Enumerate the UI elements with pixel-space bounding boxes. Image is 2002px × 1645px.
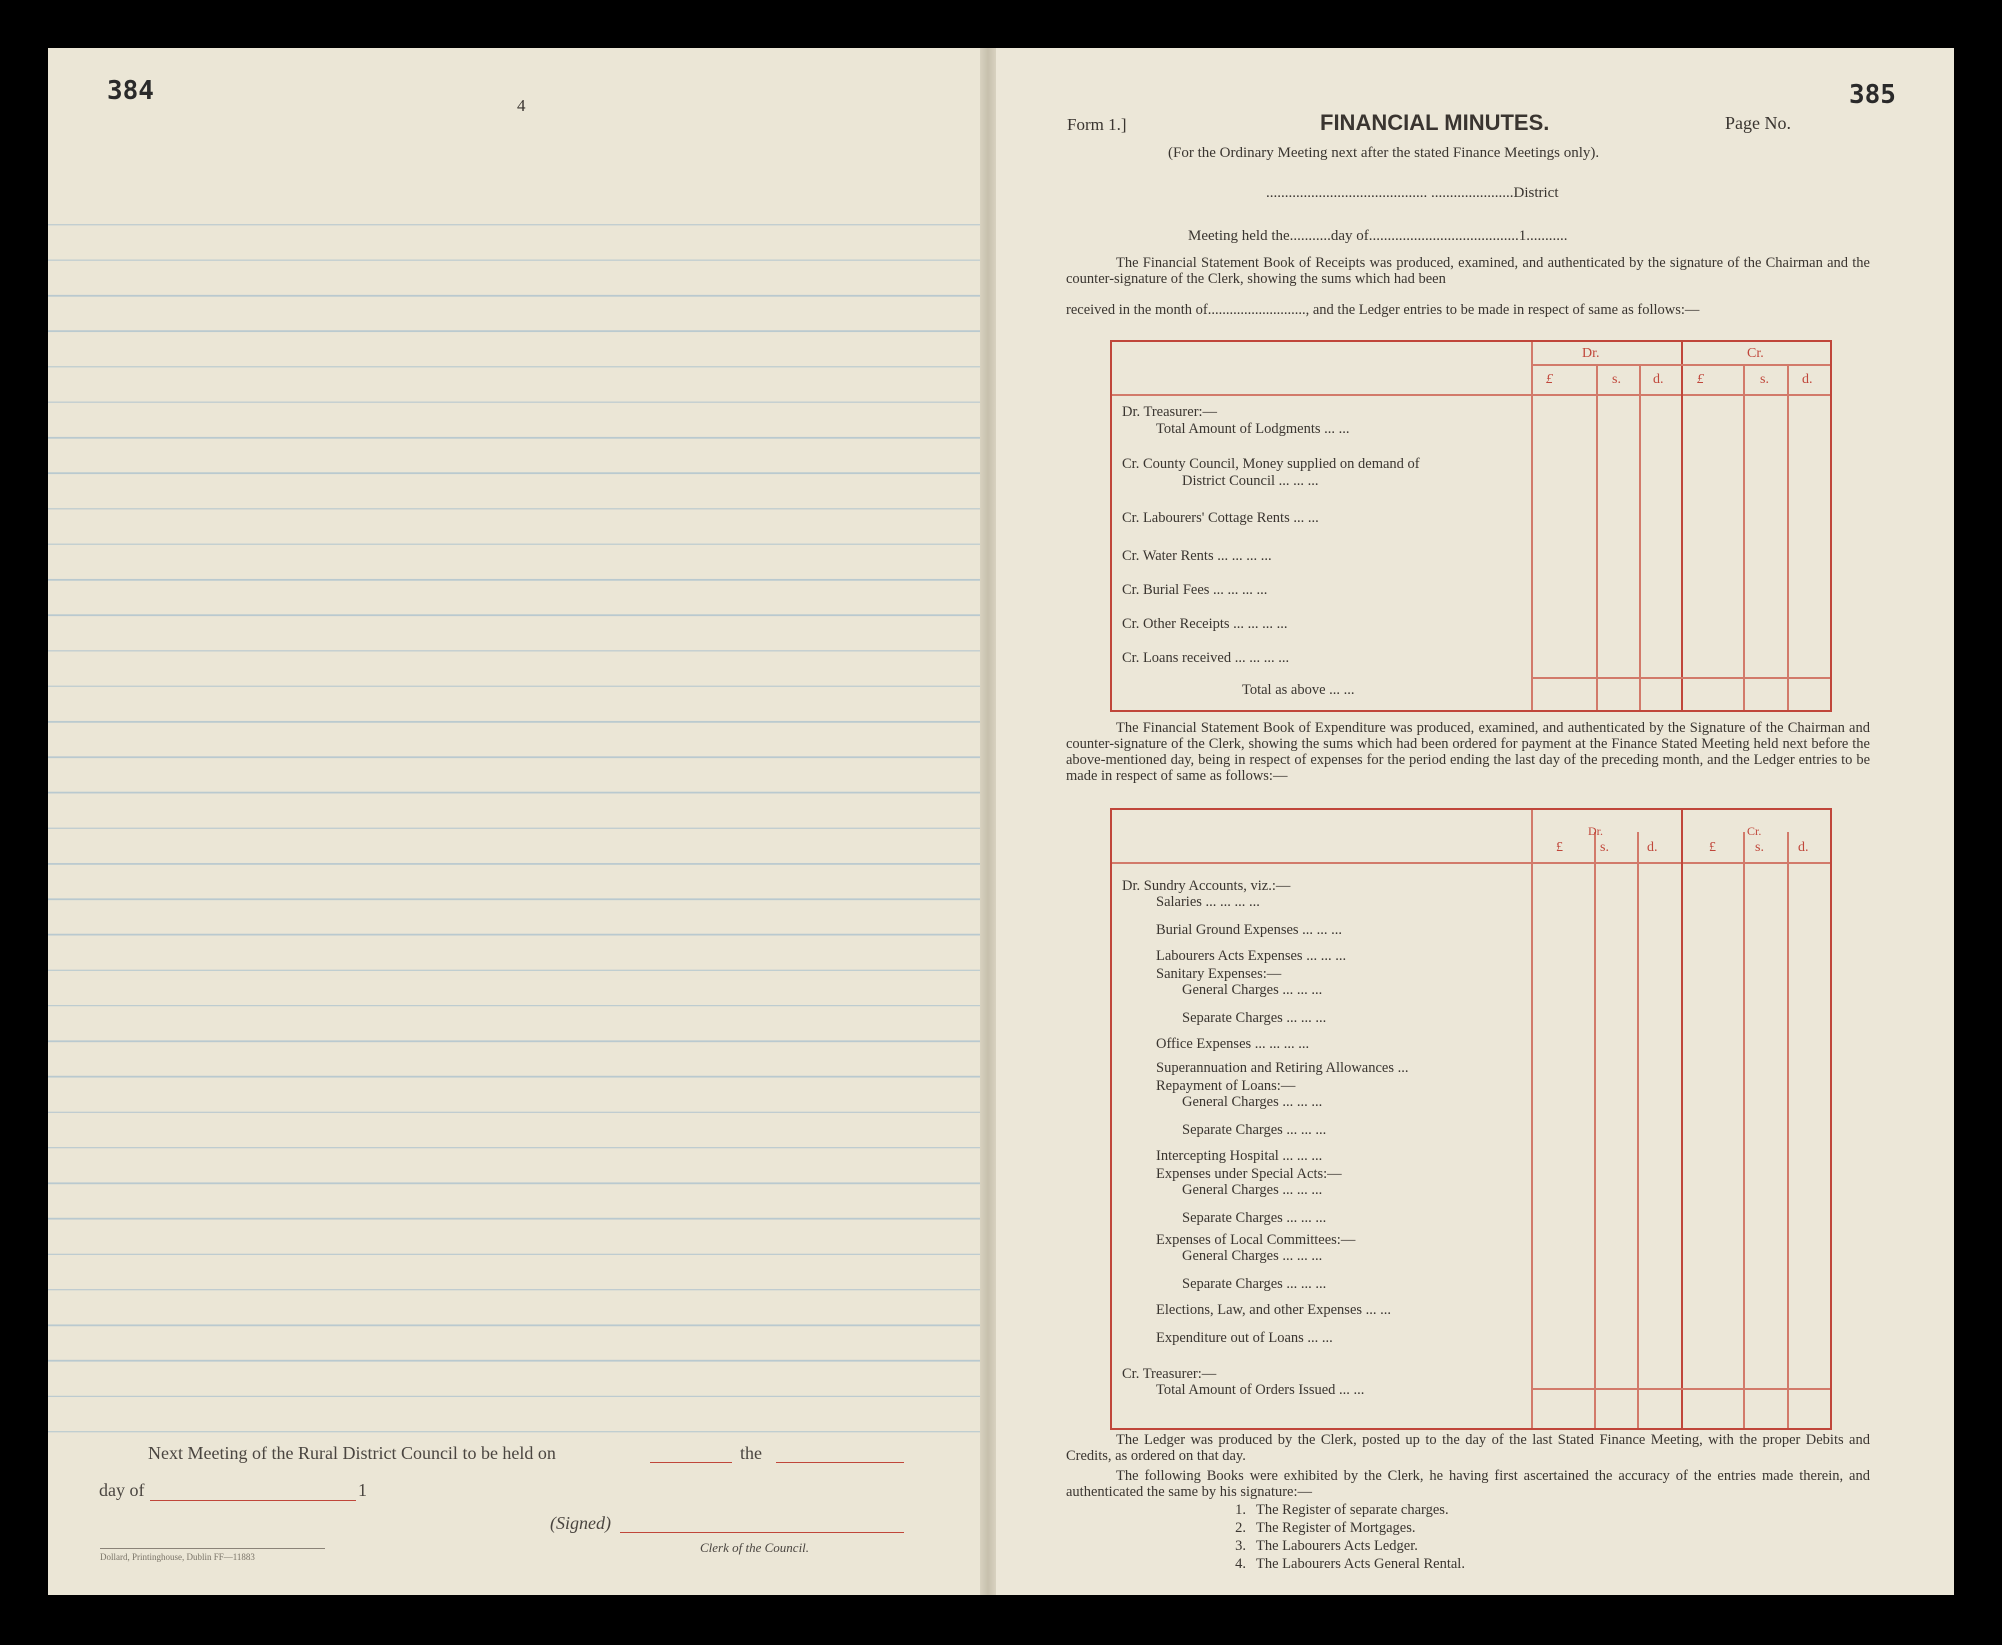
receipts-dr-pound: £ (1546, 372, 1553, 387)
left-page-number: 384 (107, 76, 154, 106)
form-label: Form 1.] (1067, 115, 1127, 134)
expenditure-row: Expenses under Special Acts:— (1156, 1166, 1342, 1182)
books-list-item: 1. The Register of separate charges. (1235, 1502, 1449, 1518)
expenditure-row: Cr. Treasurer:— (1122, 1366, 1217, 1382)
books-list-item: 2. The Register of Mortgages. (1235, 1520, 1416, 1536)
books-paragraph: The following Books were exhibited by the Clerk, he having first ascertained the accuracy of the entries made therein, and authenticated the same by his signature:— (1066, 1468, 1870, 1500)
receipts-row: Cr. County Council, Money supplied on demand of District Council ... ... ... (1122, 456, 1420, 489)
receipts-row: Cr. Water Rents ... ... ... ... (1122, 548, 1272, 564)
receipts-cr-pound: £ (1697, 372, 1704, 387)
expenditure-row: Sanitary Expenses:— (1156, 966, 1282, 982)
printer-imprint: Dollard, Printinghouse, Dublin FF—11883 (100, 1552, 255, 1562)
signature-line (620, 1532, 904, 1533)
day-of-line (150, 1500, 356, 1501)
books-list-item: 3. The Labourers Acts Ledger. (1235, 1538, 1418, 1554)
books-list (1218, 1501, 1465, 1573)
receipts-paragraph-1: The Financial Statement Book of Receipts was produced, examined, and authenticated by the signature of the Chairman and the counter-signature of the Clerk, showing the sums which had been (1066, 255, 1870, 287)
receipts-row: Dr. Treasurer:— Total Amount of Lodgments ... ... (1122, 404, 1350, 437)
receipts-dr-shilling: s. (1612, 372, 1621, 387)
receipts-cr-header: Cr. (1747, 346, 1764, 361)
expenditure-table (1110, 808, 1832, 1430)
expenditure-row: Repayment of Loans:— (1156, 1078, 1296, 1094)
expenditure-row: General Charges ... ... ... (1182, 982, 1323, 998)
expenditure-row: Office Expenses ... ... ... ... (1156, 1036, 1310, 1052)
receipts-dr-pence: d. (1653, 372, 1664, 387)
signed-label: (Signed) (550, 1513, 611, 1533)
expenditure-row: Dr. Sundry Accounts, viz.:— (1122, 878, 1291, 894)
expenditure-row: Separate Charges ... ... ... (1182, 1276, 1327, 1292)
book-gutter (980, 48, 996, 1595)
receipts-row: Cr. Loans received ... ... ... ... (1122, 650, 1290, 666)
expenditure-row: Separate Charges ... ... ... (1182, 1122, 1327, 1138)
meeting-date-line (650, 1462, 732, 1463)
expenditure-row: Elections, Law, and other Expenses ... ... (1156, 1302, 1392, 1318)
expenditure-row: Labourers Acts Expenses ... ... ... (1156, 948, 1347, 964)
expenditure-row: Burial Ground Expenses ... ... ... (1156, 922, 1343, 938)
expenditure-dr-pence: d. (1647, 840, 1658, 855)
expenditure-row: Superannuation and Retiring Allowances ... (1156, 1060, 1409, 1076)
subtitle: (For the Ordinary Meeting next after the stated Finance Meetings only). (1168, 145, 1600, 161)
receipts-cr-pence: d. (1802, 372, 1813, 387)
receipts-cr-shilling: s. (1760, 372, 1769, 387)
expenditure-row: Intercepting Hospital ... ... ... (1156, 1148, 1323, 1164)
receipts-paragraph-2: received in the month of..........................., and the Ledger entries to be made in respect of same as follows:— (1066, 302, 1700, 318)
expenditure-row: Expenses of Local Committees:— (1156, 1232, 1356, 1248)
expenditure-dr-shilling: s. (1600, 840, 1609, 855)
receipts-table (1110, 340, 1832, 712)
receipts-row: Cr. Other Receipts ... ... ... ... (1122, 616, 1288, 632)
expenditure-cr-pence: d. (1798, 840, 1809, 855)
expenditure-paragraph: The Financial Statement Book of Expenditure was produced, examined, and authenticated by the Signature of the Chairman and counter-signature of the Clerk, showing the sums which had been ordered for payment at the Finance Stated Meeting held next before the above-mentioned day, being in respect of expenses for the period ending the last day of the preceding month, and the Ledger entries to be made in respect of same as follows:— (1066, 720, 1870, 784)
expenditure-dr-pound: £ (1556, 840, 1563, 855)
the-word: the (740, 1443, 762, 1463)
left-page (48, 48, 990, 1595)
right-page-number: 385 (1849, 80, 1896, 110)
page-title: FINANCIAL MINUTES. (1320, 110, 1550, 135)
expenditure-row: Separate Charges ... ... ... (1182, 1210, 1327, 1226)
meeting-the-line (776, 1462, 904, 1463)
receipts-total-row: Total as above ... ... (1242, 682, 1355, 698)
year-digit: 1 (358, 1480, 367, 1500)
ledger-paragraph: The Ledger was produced by the Clerk, posted up to the day of the last Stated Finance Meeting, with the proper Debits and Credits, as ordered on that day. (1066, 1432, 1870, 1464)
clerk-label: Clerk of the Council. (700, 1540, 810, 1555)
expenditure-cr-pound: £ (1709, 840, 1716, 855)
expenditure-row: Expenditure out of Loans ... ... (1156, 1330, 1333, 1346)
next-meeting-text: Next Meeting of the Rural District Council to be held on (148, 1443, 556, 1463)
receipts-row: Cr. Burial Fees ... ... ... ... (1122, 582, 1268, 598)
expenditure-row: General Charges ... ... ... (1182, 1094, 1323, 1110)
expenditure-dr-header: Dr. (1588, 824, 1603, 838)
expenditure-row: Separate Charges ... ... ... (1182, 1010, 1327, 1026)
expenditure-cr-header: Cr. (1747, 824, 1762, 838)
expenditure-row: General Charges ... ... ... (1182, 1182, 1323, 1198)
receipts-row: Cr. Labourers' Cottage Rents ... ... (1122, 510, 1319, 526)
expenditure-row: Salaries ... ... ... ... (1156, 894, 1260, 910)
expenditure-row: General Charges ... ... ... (1182, 1248, 1323, 1264)
receipts-dr-header: Dr. (1582, 346, 1600, 361)
district-line: ........................................... ......................District (1266, 185, 1559, 201)
left-form-number: 4 (517, 96, 526, 115)
page-no-label: Page No. (1725, 113, 1791, 133)
imprint-rule (100, 1548, 325, 1549)
expenditure-cr-shilling: s. (1755, 840, 1764, 855)
expenditure-row: Total Amount of Orders Issued ... ... (1156, 1382, 1365, 1398)
books-list-item: 4. The Labourers Acts General Rental. (1235, 1556, 1465, 1572)
meeting-line: Meeting held the...........day of........................................1........... (1188, 228, 1568, 244)
day-of-label: day of (99, 1480, 145, 1500)
